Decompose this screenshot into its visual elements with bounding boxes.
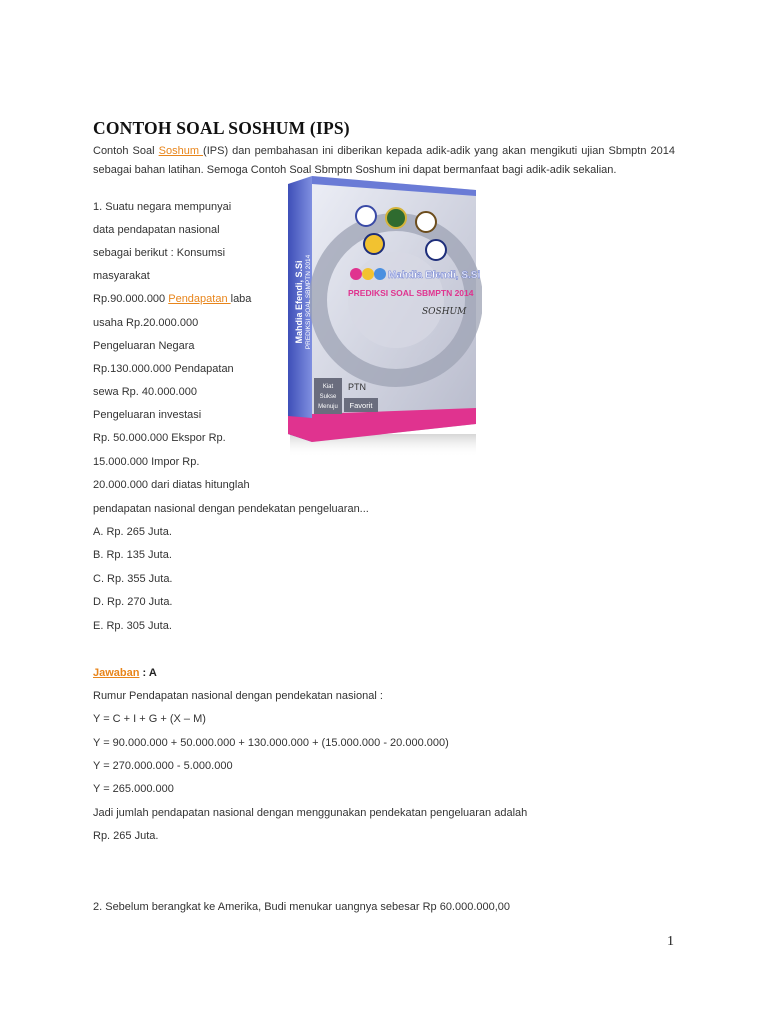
- university-logo-1: [356, 206, 376, 226]
- jawaban-link[interactable]: Jawaban: [93, 667, 140, 679]
- q1-line-5-suffix: laba: [230, 293, 252, 305]
- cover-title: PREDIKSI SOAL SBMPTN 2014: [348, 288, 474, 298]
- intro-prefix: Contoh Soal: [93, 145, 159, 157]
- option-c: C. Rp. 355 Juta.: [93, 573, 173, 585]
- option-a: A. Rp. 265 Juta.: [93, 526, 172, 538]
- pink-dot: [350, 268, 362, 280]
- q1-line-13: 20.000.000 dari diatas hitunglah: [93, 479, 250, 491]
- answer-line-7: Rp. 265 Juta.: [93, 830, 159, 842]
- q1-line-10: Pengeluaran investasi: [93, 409, 202, 421]
- q1-line-8: Rp.130.000.000 Pendapatan: [93, 363, 234, 375]
- svg-text:Favorit: Favorit: [349, 401, 373, 410]
- svg-text:Menuju: Menuju: [318, 404, 338, 410]
- q1-line-12: 15.000.000 Impor Rp.: [93, 456, 200, 468]
- option-e: E. Rp. 305 Juta.: [93, 620, 172, 632]
- pendapatan-link[interactable]: Pendapatan: [168, 293, 231, 305]
- q1-line-11: Rp. 50.000.000 Ekspor Rp.: [93, 432, 226, 444]
- university-logo-2: [386, 208, 406, 228]
- question-2: 2. Sebelum berangkat ke Amerika, Budi menukar uangnya sebesar Rp 60.000.000,00: [93, 901, 511, 913]
- answer-heading: [93, 666, 157, 680]
- answer-line-4: Y = 270.000.000 - 5.000.000: [93, 760, 233, 772]
- spine-title: PREDIKSI SOAL SBMPTN 2014: [305, 254, 312, 350]
- university-logo-4: [364, 234, 384, 254]
- answer-line-3: Y = 90.000.000 + 50.000.000 + 130.000.000 + (15.000.000 - 20.000.000): [93, 737, 449, 749]
- answer-line-5: Y = 265.000.000: [93, 783, 174, 795]
- answer-line-6: Jadi jumlah pendapatan nasional dengan menggunakan pendekatan pengeluaran adalah: [93, 807, 528, 819]
- page-number: 1: [667, 934, 674, 949]
- spine-author: Mahdia Efendi, S.Si: [294, 260, 304, 344]
- university-logo-3: [416, 212, 436, 232]
- q1-line-9: sewa Rp. 40.000.000: [93, 386, 197, 398]
- svg-text:Kiat: Kiat: [322, 384, 334, 390]
- option-d: D. Rp. 270 Juta.: [93, 596, 173, 608]
- option-b: B. Rp. 135 Juta.: [93, 549, 172, 561]
- soshum-link[interactable]: Soshum: [158, 145, 204, 157]
- badge-ptn: PTN: [348, 382, 366, 392]
- svg-text:Sukse: Sukse: [319, 394, 337, 400]
- q1-line-3: sebagai berikut : Konsumsi: [93, 247, 226, 259]
- q1-line-5-prefix: Rp.90.000.000: [93, 293, 169, 305]
- cover-subject: SOSHUM: [422, 307, 467, 317]
- answer-line-1: Rumur Pendapatan nasional dengan pendekatan nasional :: [93, 690, 383, 702]
- answer-value: : A: [139, 667, 157, 679]
- blue-dot: [374, 268, 386, 280]
- q1-line-6: usaha Rp.20.000.000: [93, 317, 199, 329]
- intro-rest: (IPS) dan pembahasan ini diberikan kepada adik-adik yang akan mengikuti ujian Sbmptn 2014 sebagai bahan latihan. Semoga Contoh Soal Sbmptn Soshum ini dapat bermanfaat bagi adik-adik sekalian.: [93, 145, 675, 176]
- university-logo-5: [426, 240, 446, 260]
- q1-line-7: Pengeluaran Negara: [93, 340, 195, 352]
- q1-line-2: data pendapatan nasional: [93, 224, 220, 236]
- yellow-dot: [362, 268, 374, 280]
- answer-line-2: Y = C + I + G + (X – M): [93, 713, 206, 725]
- cover-author: Mahdia Efendi, S.Si: [388, 270, 481, 281]
- page-title: CONTOH SOAL SOSHUM (IPS): [93, 118, 350, 138]
- q1-line-1: 1. Suatu negara mempunyai: [93, 201, 232, 213]
- q1-line-5: [93, 292, 251, 306]
- q1-line-4: masyarakat: [93, 270, 150, 282]
- book-cover-image: [286, 172, 482, 462]
- q1-line-14: pendapatan nasional dengan pendekatan pengeluaran...: [93, 503, 369, 515]
